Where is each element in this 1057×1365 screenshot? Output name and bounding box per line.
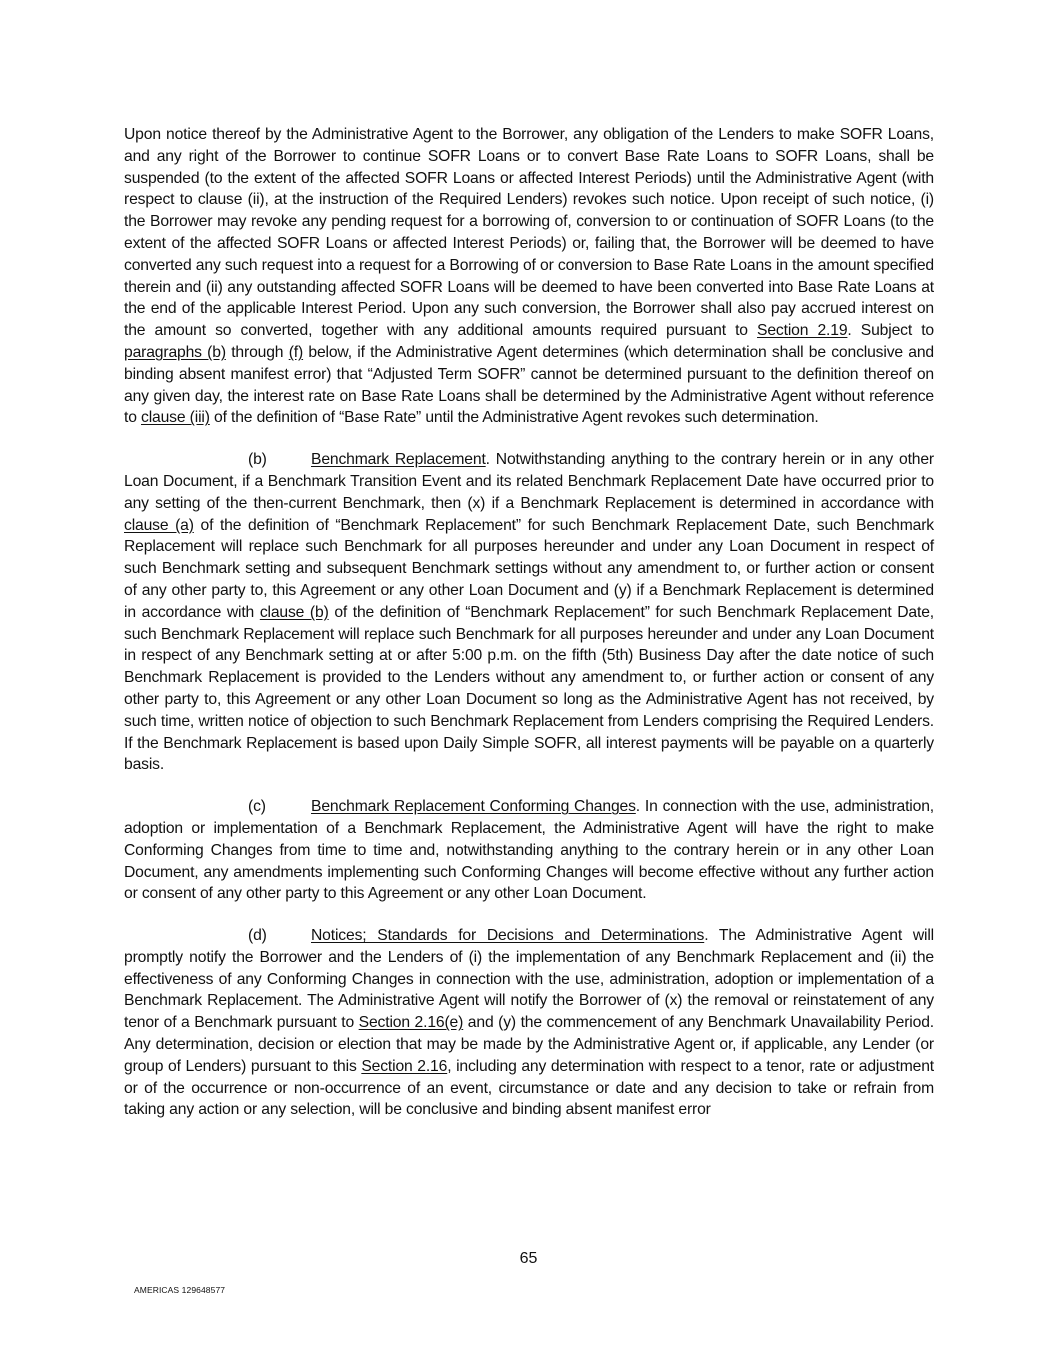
paragraph-a: Upon notice thereof by the Administrative Agent to the Borrower, any obligation of the Lenders to make SOFR Loans, and any right of the Borrower to continue SOFR Loans or to convert Base Rate Loans to SOFR Loans, shall be suspended (to the extent of the affected SOFR Loans or affected Interest Periods) until the Administrative Agent (with respect to clause (ii), at the instruction of the Required Lenders) revokes such notice. Upon receipt of such notice, (i) the Borrower may revoke any pending request for a borrowing of, conversion to or continuation of SOFR Loans (to the extent of the affected SOFR Loans or affected Interest Periods) or, failing that, the Borrower will be deemed to have converted any such request into a request for a Borrowing of or conversion to Base Rate Loans in the amount specified therein and (ii) any outstanding affected SOFR Loans will be deemed to have been converted into Base Rate Loans at the end of the applicable Interest Period. Upon any such conversion, the Borrower shall also pay accrued interest on the amount so converted, together with any additional amounts required pursuant to Section 2.19. Subject to paragraphs (b) through (f) below, if the Administrative Agent determines (which determination shall be conclusive and binding absent manifest error) that “Adjusted Term SOFR” cannot be determined pursuant to the definition thereof on any given day, the interest rate on Base Rate Loans shall be determined by the Administrative Agent without reference to clause (iii) of the definition of “Base Rate” until the Administrative Agent revokes such determination. [124,126,935,427]
cross-reference-clause-b: clause (b) [259,603,329,621]
paragraph-c: (c) Benchmark Replacement Conforming Changes. In connection with the use, administration, adoption or implementation of a Benchmark Replacement, the Administrative Agent will have the right to make Conforming Changes from time to time and, notwithstanding anything to the contrary herein or in any other Loan Document, any amendments implementing such Conforming Changes will become effective without any further action or consent of any other party to this Agreement or any other Loan Document. [124,798,935,903]
paragraph-label: (c) [248,798,266,816]
cross-reference-section-2-16-e: Section 2.16(e) [358,1014,464,1032]
body-text [124,124,934,1141]
cross-reference-section-2-16: Section 2.16 [361,1057,448,1075]
paragraph-label: (b) [248,451,267,469]
cross-reference-clause-iii: clause (iii) [141,409,210,427]
cross-reference-paragraphs-b: paragraphs (b) [124,343,226,361]
cross-reference-clause-a: clause (a) [124,516,194,534]
section-heading: Benchmark Replacement [311,451,486,469]
section-heading: Benchmark Replacement Conforming Changes [311,798,636,816]
section-heading: Notices; Standards for Decisions and Determinations [311,927,705,945]
cross-reference-section-2-19: Section 2.19 [757,322,848,340]
cross-reference-f: (f) [288,343,304,361]
document-id: AMERICAS 129648577 [134,1285,226,1295]
paragraph-d: (d) Notices; Standards for Decisions and Determinations. The Administrative Agent will promptly notify the Borrower and the Lenders of (i) the implementation of any Benchmark Replacement and (ii) the effectiveness of any Conforming Changes in connection with the use, administration, adoption or implementation of a Benchmark Replacement. The Administrative Agent will notify the Borrower of (x) the removal or reinstatement of any tenor of a Benchmark pursuant to Section 2.16(e) and (y) the commencement of any Benchmark Unavailability Period. Any determination, decision or election that may be made by the Administrative Agent or, if applicable, any Lender (or group of Lenders) pursuant to this Section 2.16, including any determination with respect to a tenor, rate or adjustment or of the occurrence or non-occurrence of an event, circumstance or date and any decision to take or refrain from taking any action or any selection, will be conclusive and binding absent manifest error [124,927,935,1119]
paragraph-b: (b) Benchmark Replacement. Notwithstanding anything to the contrary herein or in any other Loan Document, if a Benchmark Transition Event and its related Benchmark Replacement Date have occurred prior to any setting of the then-current Benchmark, then (x) if a Benchmark Replacement is determined in accordance with clause (a) of the definition of “Benchmark Replacement” for such Benchmark Replacement Date, such Benchmark Replacement will replace such Benchmark for all purposes hereunder and under any Loan Document in respect of such Benchmark setting and subsequent Benchmark settings without any amendment to, or further action or consent of any other party to, this Agreement or any other Loan Document and (y) if a Benchmark Replacement is determined in accordance with clause (b) of the definition of “Benchmark Replacement” for such Benchmark Replacement Date, such Benchmark Replacement will replace such Benchmark for all purposes hereunder and under any Loan Document in respect of any Benchmark setting at or after 5:00 p.m. on the fifth (5th) Business Day after the date notice of such Benchmark Replacement is provided to the Lenders without any amendment to, or further action or consent of any other party to, this Agreement or any other Loan Document so long as the Administrative Agent has not received, by such time, written notice of objection to such Benchmark Replacement from Lenders comprising the Required Lenders. If the Benchmark Replacement is based upon Daily Simple SOFR, all interest payments will be payable on a quarterly basis. [124,451,935,774]
paragraph-label: (d) [248,927,267,945]
page-number: 65 [519,1250,538,1267]
